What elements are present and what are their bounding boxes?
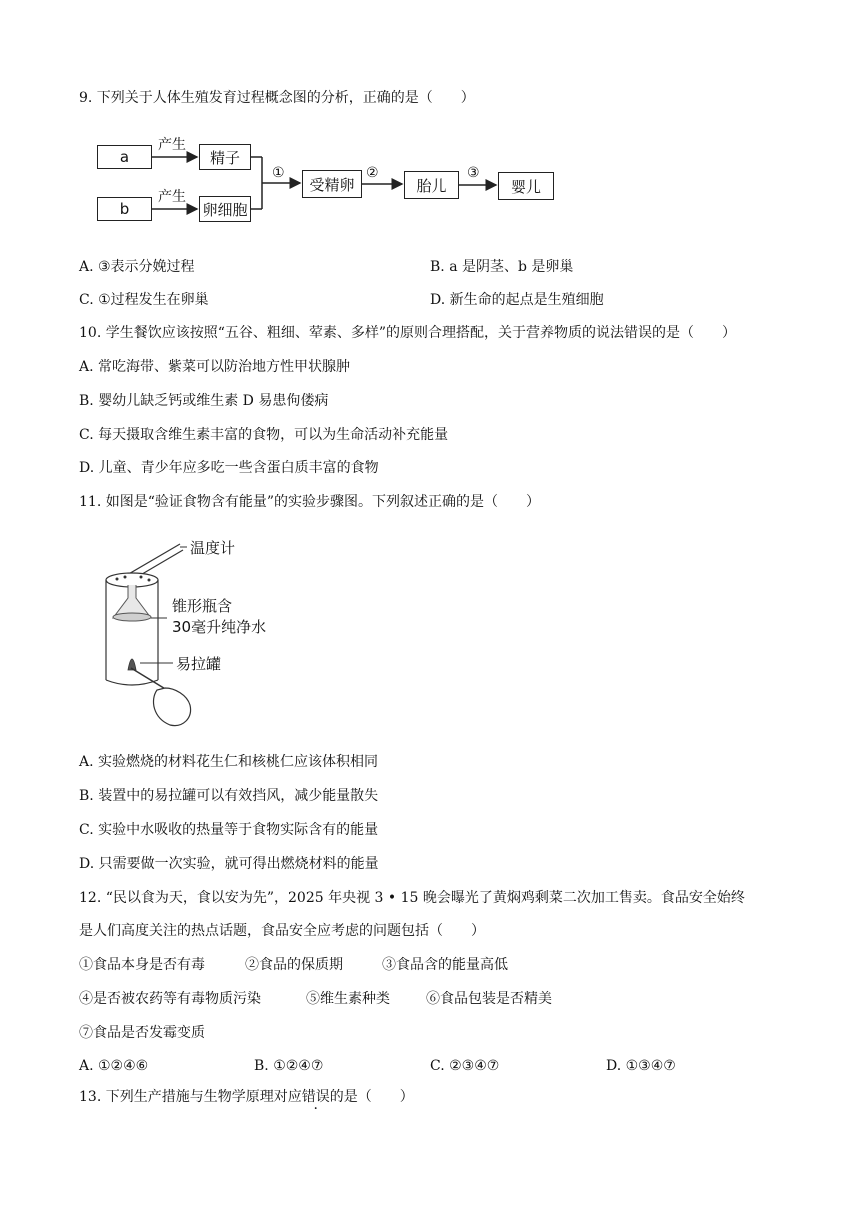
diagram-step-2: ② bbox=[366, 165, 379, 181]
q9-option-a: A. ③表示分娩过程 bbox=[79, 259, 195, 275]
q10-option-c: C. 每天摄取含维生素丰富的食物，可以为生命活动补充能量 bbox=[79, 427, 449, 443]
q11-option-a: A. 实验燃烧的材料花生仁和核桃仁应该体积相同 bbox=[79, 754, 379, 770]
q12-stem-line2: 是人们高度关注的热点话题，食品安全应考虑的问题包括（ ） bbox=[79, 923, 485, 939]
q12-item-7: ⑦食品是否发霉变质 bbox=[79, 1025, 205, 1041]
q10-option-a: A. 常吃海带、紫菜可以防治地方性甲状腺肿 bbox=[79, 359, 351, 375]
label-flask-line1: 锥形瓶含 bbox=[172, 597, 233, 615]
diagram-box-infant: 婴儿 bbox=[498, 172, 554, 200]
q10-option-d: D. 儿童、青少年应多吃一些含蛋白质丰富的食物 bbox=[79, 460, 379, 476]
q12-item-4: ④是否被农药等有毒物质污染 bbox=[79, 991, 261, 1007]
q12-option-d: D. ①③④⑦ bbox=[606, 1058, 676, 1074]
diagram-box-egg: 卵细胞 bbox=[199, 196, 251, 222]
q9-stem: 9. 下列关于人体生殖发育过程概念图的分析，正确的是（ ） bbox=[79, 90, 475, 106]
q12-item-5: ⑤维生素种类 bbox=[306, 991, 390, 1007]
q12-item-3: ③食品含的能量高低 bbox=[382, 957, 508, 973]
label-flask-line2: 30毫升纯净水 bbox=[172, 618, 267, 636]
diagram-box-fetus: 胎儿 bbox=[404, 171, 459, 199]
label-thermometer: 温度计 bbox=[190, 539, 236, 557]
q11-option-c: C. 实验中水吸收的热量等于食物实际含有的能量 bbox=[79, 822, 379, 838]
q13-stem-after: 的是（ ） bbox=[329, 1089, 414, 1105]
q12-item-6: ⑥食品包装是否精美 bbox=[426, 991, 552, 1007]
diagram-box-zygote: 受精卵 bbox=[302, 170, 362, 198]
q9-option-d: D. 新生命的起点是生殖细胞 bbox=[430, 292, 604, 308]
q9-option-b: B. a 是阴茎、b 是卵巢 bbox=[430, 259, 574, 275]
q10-option-b: B. 婴幼儿缺乏钙或维生素 D 易患佝偻病 bbox=[79, 393, 329, 409]
diagram-step-1: ① bbox=[272, 165, 285, 181]
diagram-produce-label-2: 产生 bbox=[158, 189, 186, 205]
q13-stem bbox=[79, 1087, 414, 1107]
diagram-produce-label-1: 产生 bbox=[158, 137, 186, 153]
diagram-step-3: ③ bbox=[467, 165, 480, 181]
q12-item-1: ①食品本身是否有毒 bbox=[79, 957, 205, 973]
q9-option-c: C. ①过程发生在卵巢 bbox=[79, 292, 209, 308]
diagram-box-b: b bbox=[97, 197, 152, 221]
q12-option-b: B. ①②④⑦ bbox=[254, 1058, 324, 1074]
q12-item-2: ②食品的保质期 bbox=[245, 957, 343, 973]
q12-option-a: A. ①②④⑥ bbox=[79, 1058, 149, 1074]
q11-option-d: D. 只需要做一次实验，就可得出燃烧材料的能量 bbox=[79, 856, 379, 872]
apparatus-drawing bbox=[95, 530, 295, 750]
q11-stem: 11. 如图是“验证食物含有能量”的实验步骤图。下列叙述正确的是（ ） bbox=[79, 494, 541, 510]
diagram-box-a: a bbox=[97, 145, 152, 169]
q13-stem-emphasis: 错误 bbox=[301, 1089, 330, 1105]
q12-stem-line1: 12. “民以食为天，食以安为先”，2025 年央视 3 • 15 晚会曝光了黄焖鸡剩菜二次加工售卖。食品安全始终 bbox=[79, 890, 745, 906]
q11-option-b: B. 装置中的易拉罐可以有效挡风，减少能量散失 bbox=[79, 788, 379, 804]
q10-stem: 10. 学生餐饮应该按照“五谷、粗细、荤素、多样”的原则合理搭配，关于营养物质的说法错误的是（ ） bbox=[79, 325, 737, 341]
diagram-box-sperm: 精子 bbox=[199, 144, 251, 170]
q13-stem-before: 13. 下列生产措施与生物学原理对应 bbox=[79, 1089, 302, 1105]
q12-option-c: C. ②③④⑦ bbox=[430, 1058, 500, 1074]
label-can: 易拉罐 bbox=[176, 655, 222, 673]
